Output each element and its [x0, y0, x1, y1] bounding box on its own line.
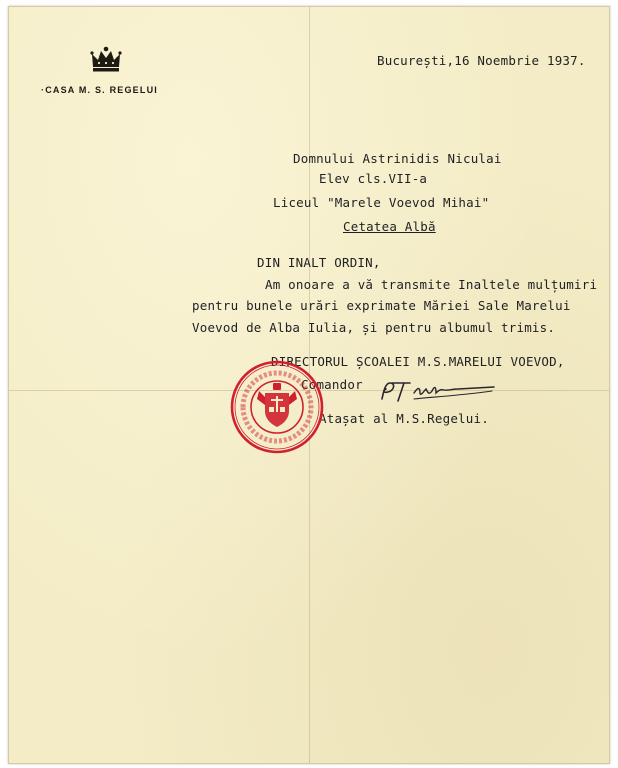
royal-crown-icon	[89, 45, 123, 73]
attache-line: Atașat al M.S.Regelui.	[319, 411, 489, 426]
body-line-3: Voevod de Alba Iulia, și pentru albumul trimis.	[192, 320, 556, 335]
letterhead-institution: ·CASA M. S. REGELUI	[41, 85, 158, 95]
addressee-name: Domnului Astrinidis Niculai	[293, 151, 502, 166]
official-seal-icon	[229, 359, 325, 455]
addressee-school: Liceul "Marele Voevod Mihai"	[273, 195, 490, 210]
rank-line: Comandor	[301, 377, 363, 392]
body-line-2: pentru bunele urări exprimate Măriei Sale Marelui	[192, 298, 571, 313]
salutation: DIN INALT ORDIN,	[257, 255, 381, 270]
addressee-class: Elev cls.VII-a	[319, 171, 428, 186]
body-line-1: Am onoare a vă transmite Inaltele mulțumiri	[265, 277, 598, 292]
date-line: București,16 Noembrie 1937.	[377, 53, 586, 68]
addressee-city: Cetatea Albă	[343, 219, 436, 234]
director-title: DIRECTORUL ȘCOALEI M.S.MARELUI VOEVOD,	[271, 354, 565, 369]
letter-paper	[8, 6, 610, 764]
handwritten-signature	[374, 377, 499, 407]
